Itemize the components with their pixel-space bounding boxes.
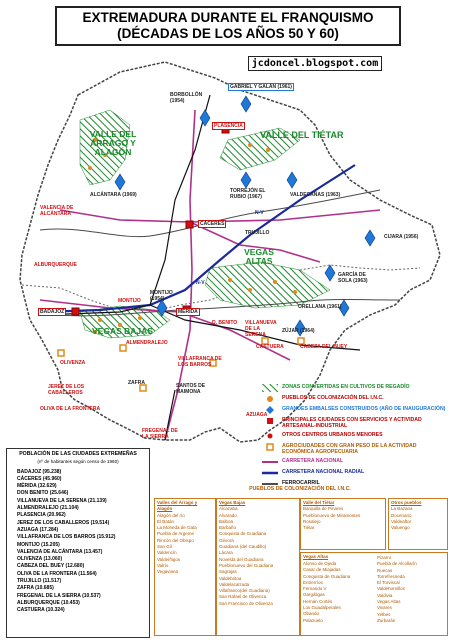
list-item: San Francisco de Olivenza [219,600,273,606]
list-item: Valdeíñigos [157,556,181,562]
list-item: Alonso de Ojeda [303,561,337,566]
list-item: Valdeaftor [391,518,412,524]
legend [262,384,448,491]
reservoir-montijo: MONTIJO (1954) [150,290,173,302]
list-item: Tiétar [303,525,315,531]
vegas-altas-list [303,561,350,624]
list-item: Entrerríos [303,579,323,585]
reservoir-valdecanas: VALDECAÑAS (1963) [290,192,341,198]
magenta-line-icon [262,458,278,466]
title-line-1: EXTREMADURA DURANTE EL FRANQUISMO [82,10,374,25]
legend-item: OTROS CENTROS URBANOS MENORES [262,432,448,440]
city-santos: SANTOS DE MAIMONA [176,383,206,395]
list-item: Balboa [219,518,234,524]
city-cabeza: CABEZA DEL BUEY [300,344,348,350]
list-item: Valdivia [377,592,393,598]
list-item: AZUAGA (17.284) [17,526,59,533]
colonization-title: PUEBLOS DE COLONIZACIÓN DEL I.N.C. [249,486,351,492]
legend-item: CARRETERA NACIONAL [262,458,448,466]
orange-square-icon [262,443,278,451]
list-item: Pueblonuevo del Guadiana [219,562,274,568]
vegas-bajas-list [219,506,297,607]
region-tietar: VALLE DEL TIÉTAR [260,130,344,140]
list-item: DON BENITO (25.646) [17,490,69,497]
list-item: Alvarado [219,512,237,518]
list-item: Gargáligas [303,592,325,598]
list-item: FREGENAL DE LA SIERRA (10.537) [17,592,101,599]
city-marker-caceres [186,221,193,228]
road-label-nv-2: N-V [196,280,205,286]
list-item: JEREZ DE LOS CABALLEROS (19.514) [17,519,110,526]
list-item: Alagón del río [157,512,185,518]
city-badajoz: BADAJOZ [40,309,65,315]
legend-item: ZONAS CONVERTIDAS EN CULTIVOS DE REGADÍO [262,384,448,392]
list-item: Sagrajas [219,569,237,575]
list-item: Rosalejo [303,518,321,524]
list-item: Docenario [391,512,412,518]
city-caceres: CÁCERES [200,221,225,227]
city-zafra: ZAFRA [128,380,145,386]
city-marker-badajoz [72,308,79,315]
list-item: TRUJILLO (11.517) [17,578,62,585]
city-montijo: MONTIJO [118,298,141,304]
list-item: Valdebótoa [219,575,242,581]
list-item: Alcazaba [219,506,238,512]
website-label[interactable]: jcdoncel.blogspot.com [248,56,382,71]
list-item: VALENCIA DE ALCÁNTARA (13.457) [17,548,103,555]
legend-item: FERROCARRIL [262,480,448,488]
list-item: Guadiana (del Caudillo) [219,544,267,550]
reservoir-orellana: ORELLANA (1961) [298,304,342,310]
list-item: ALBURQUERQUE (10.453) [17,599,80,606]
red-dot-icon [262,432,278,440]
reservoir-alcantara: ALCÁNTARA (1969) [90,192,137,198]
list-item: CÁCERES (45.960) [17,475,62,482]
box-arrago: Valles del Árrago y Alagón Alagón del río El Batán La Moheda de Gata Puebla de Argeme Rincón del Obispo San Gil Valdencín Valdeíñigos Valrío Vegaviana [154,498,216,636]
list-item: CABEZA DEL BUEY (12.680) [17,563,85,570]
list-item: Pizarro [377,555,392,560]
list-item: VILLANUEVA DE LA SERENA (21.139) [17,497,107,504]
list-item: CASTUERA (10.324) [17,607,65,614]
list-item: Vegaviana [157,569,179,575]
list-item: El Batán [157,518,175,524]
vegas-altas-list-2 [377,555,417,624]
list-item: Novelda del Guadiana [219,556,264,562]
list-item: Palazuelo [303,617,323,623]
list-item: Valdehornillos [377,586,405,592]
list-item: San Rafael de Olivenza [219,594,267,600]
list-item: Gévora [219,537,234,543]
list-item: Puebla de Argeme [157,531,195,537]
legend-item: PRINCIPALES CIUDADES CON SERVICIOS Y ACTIVIDAD ARTESANAL-INDUSTRIAL [262,417,448,429]
city-villanueva: VILLANUEVA DE LA SERENA [245,320,277,338]
list-item: Valrío [157,562,169,568]
population-title: POBLACIÓN DE LAS CIUDADES EXTREMEÑAS [19,451,137,457]
city-fregenal: FREGENAL DE LA SIERRA [142,428,178,440]
road-label-nv: N-V [255,210,264,216]
map-title [55,6,401,46]
list-item: Rincón del Obispo [157,537,194,543]
list-item: ZAFRA (10.685) [17,585,54,592]
list-item: Zurbarán [377,617,396,623]
list-item: El Torviscal [377,580,400,586]
legend-item: PUEBLOS DE COLONIZACIÓN DEL I.N.C. [262,395,448,403]
tietar-list [303,506,383,531]
list-item: VILLAFRANCA DE LOS BARROS (15.912) [17,534,116,541]
region-vegas-altas: VEGAS ALTAS [244,247,274,266]
list-item: Vegas Altas [377,599,401,605]
box-vegas-altas: Vegas Altas Alonso de Ojeda Casar de Miajadas Conquista de Guadiana Entrerríos Fernando V Gargáligas Hernán Cortés Los Guadalperales Obando Palazuelo Pizarro Puebla de Alcollarín Ruecas Torrefresneda El Torviscal Valdehornillos Valdivia Vegas Altas Vivares Yelbes Zurbarán [300,552,448,636]
list-item: Casar de Miajadas [303,567,341,573]
reservoir-zujar: ZÚJAR (1964) [282,328,315,334]
title-line-2: (DÉCADAS DE LOS AÑOS 50 Y 60) [117,26,339,41]
list-item: Torrefresneda [377,573,405,579]
list-item: Los Guadalperales [303,605,341,611]
orange-dot-icon [262,395,278,403]
city-olivenza: OLIVENZA [60,360,86,366]
list-item: BADAJOZ (95.238) [17,468,62,475]
list-item: San Gil [157,544,172,550]
list-item: PLASENCIA (20.962) [17,512,66,519]
list-item: ALMENDRALEJO (21.104) [17,505,79,512]
reservoir-borbollon: BORBOLLÓN (1954) [170,92,203,104]
list-item: Puebla de Alcollarín [377,561,417,567]
list-item: La Moheda de Gata [157,525,197,531]
population-subtitle: (nº de habitantes según censo de 1960) [37,459,119,465]
list-item: Pueblonuevo de Miramontes [303,512,361,518]
list-item: Conquista de Guadiana [219,531,267,537]
region-vegas-bajas: VEGAS BAJAS [92,326,153,336]
reservoir-torrejon: TORREJÓN EL RUBIO (1967) [230,188,266,200]
list-item: MONTIJO (15.205) [17,541,60,548]
box-otros: Otros pueblos La Bazana Docenario Valdeaftor Valuengo [388,498,448,550]
list-item: Barquilla de Pinares [303,506,344,512]
arrago-list [157,513,213,576]
city-don-benito: D. BENITO [212,320,238,326]
list-item: Valdelacalzada [219,581,250,587]
list-item: Conquista de Guadiana [303,573,351,579]
city-oliva: OLIVA DE LA FRONTERA [40,406,101,412]
legend-item: AGROCIUDADES CON GRAN PESO DE LA ACTIVIDAD ECONÓMICA AGROPECUARIA [262,443,448,455]
legend-item: GRANDES EMBALSES CONSTRUIDOS (AÑO DE INAUGURACIÓN) [262,406,448,414]
city-azuaga: AZUAGA [246,412,268,418]
list-item: OLIVENZA (13.060) [17,556,63,563]
population-panel [6,448,150,638]
legend-item: CARRETERA NACIONAL RADIAL [262,469,448,477]
list-item: Obando [303,611,320,617]
region-arrago: VALLE DEL ÁRRAGO Y ALAGÓN [89,129,137,157]
city-almendralejo: ALMENDRALEJO [126,340,168,346]
hatch-icon [262,384,278,392]
red-square-icon [262,417,278,425]
city-alburquerque: ALBURQUERQUE [34,262,77,268]
list-item: Lácara [219,550,233,556]
city-villafranca: VILLAFRANCA DE LOS BARROS [178,356,222,368]
city-valencia: VALENCIA DE ALCÁNTARA [40,205,74,217]
list-item: Valdencín [157,550,177,556]
list-item: Barbaño [219,525,237,531]
navy-line-icon [262,469,278,477]
otros-list [391,506,445,531]
colonization-panel [152,486,448,636]
reservoir-gabriel: GABRIEL Y GALÁN (1961) [230,84,292,90]
list-item: MÉRIDA (32.629) [17,483,57,490]
list-item: Villafranco(del Guadiana) [219,588,270,594]
list-item: Fernando V [303,586,327,592]
list-item: Vivares [377,605,392,611]
reservoir-garcia-sola: GARCÍA DE SOLA (1963) [338,272,368,284]
list-item: Hernán Cortés [303,598,333,604]
blue-diamond-icon [262,406,278,414]
list-item: OLIVA DE LA FRONTERA (11.564) [17,570,97,577]
box-vegas-bajas: Vegas Bajas Alcazaba Alvarado Balboa Barbaño Conquista de Guadiana Gévora Guadiana (del Caudillo) Lácara Novelda del Guadiana Pueblonuevo del Guadiana Sagrajas Valdebótoa Valdelacalzada Villafranco(del Guadiana) San Rafael de Olivenza San Francisco de Olivenza [216,498,300,636]
list-item: Yelbes [377,611,391,617]
city-jerez: JEREZ DE LOS CABALLEROS [48,384,85,396]
city-castuera: CASTUERA [256,344,284,350]
list-item: Ruecas [377,567,393,573]
city-plasencia: PLASENCIA [214,123,243,129]
reservoir-cijara: CIJARA (1956) [384,234,419,240]
list-item: La Bazana [391,506,413,512]
population-list [7,469,149,615]
city-trujillo: TRUJILLO [245,230,270,236]
city-merida: MÉRIDA [178,309,198,315]
list-item: Valuengo [391,525,410,531]
box-tietar: Valle del Tiétar Barquilla de Pinares Pueblonuevo de Miramontes Rosalejo Tiétar [300,498,386,550]
